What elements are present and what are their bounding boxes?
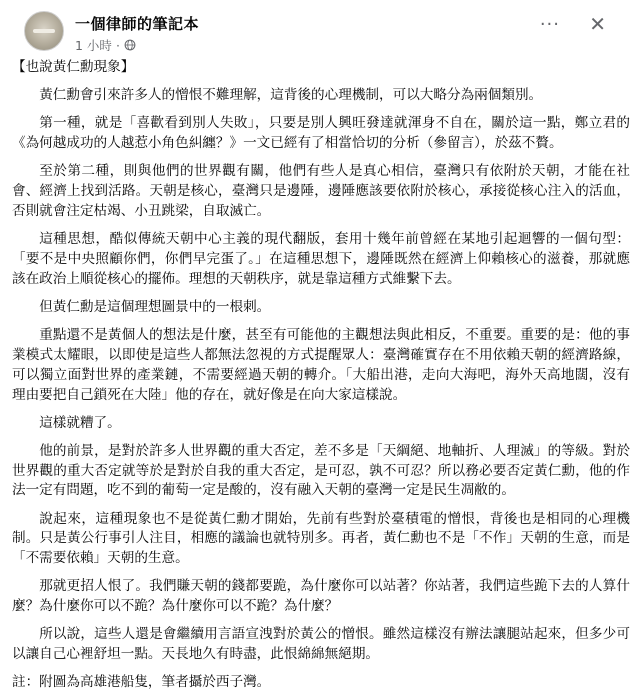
paragraph: 這樣就糟了。 xyxy=(39,414,121,431)
paragraph: 黃仁勳會引來許多人的憎恨不難理解，這背後的心理機制，可以大略分為兩個類別。 xyxy=(39,87,543,104)
post-body xyxy=(12,58,630,693)
post-meta xyxy=(75,36,136,54)
page-avatar[interactable] xyxy=(24,11,64,51)
paragraph: 至於第二種，則與他們的世界觀有關，他們有些人是真心相信，臺灣只有依附於天朝，才能在社會、經濟上找到活路。天朝是核心，臺灣只是邊陲，邊陲應該要依附於核心，承接從核心注入的活血，否則就會注定枯竭、小丑跳梁，自取滅亡。 xyxy=(12,163,630,219)
post-header xyxy=(12,0,630,58)
post-note: 註：附圖為高雄港船隻，筆者攝於西子灣。 xyxy=(12,674,271,691)
paragraph: 說起來，這種現象也不是從黃仁勳才開始，先前有些對於臺積電的憎恨，背後也是相同的心理機制。只是黃公行事引人注目，相應的議論也就特別多。再者，黃仁勳也不是「不作」天朝的生意，而是「不需要依賴」天朝的生意。 xyxy=(12,510,630,567)
globe-icon xyxy=(124,39,136,51)
meta-separator: · xyxy=(115,37,120,53)
paragraph: 但黃仁勳是這個理想圖景中的一根刺。 xyxy=(39,298,271,315)
post-title: 【也說黃仁勳現象】 xyxy=(12,59,135,75)
paragraph: 重點還不是黃個人的想法是什麼，甚至有可能他的主觀想法與此相反，不重要。重要的是：他的事業模式太耀眼，以即使是這些人都無法忽視的方式提醒眾人：臺灣確實存在不用依賴天朝的經濟路線，可以獨立面對世界的產業鏈，不需要經過天朝的轉介。「大船出港，走向大海吧，海外天高地闊，沒有理由要把自己鎖死在大陸」他的存在，就好像是在向大家這樣說。 xyxy=(12,327,630,403)
paragraph: 所以說，這些人還是會繼續用言語宣洩對於黃公的憎恨。雖然這樣沒有辦法讓腿站起來，但多少可以讓自己心裡舒坦一點。天長地久有時盡，此恨綿綿無絕期。 xyxy=(12,626,630,663)
page-name-link[interactable]: 一個律師的筆記本 xyxy=(75,15,200,33)
paragraph: 那就更招人恨了。我們賺天朝的錢都要跪，為什麼你可以站著？你站著，我們這些跪下去的人算什麼？為什麼你可以不跪？為什麼你可以不跪？為什麼？ xyxy=(12,578,630,615)
paragraph: 第一種，就是「喜歡看到別人失敗」，只要是別人興旺發達就渾身不自在，關於這一點，鄭立君的《為何越成功的人越惹小角色糾纏？》一文已經有了相當恰切的分析（參留言），於茲不贅。 xyxy=(12,115,630,152)
paragraph: 這種思想，酷似傳統天朝中心主義的現代翻版，套用十幾年前曾經在某地引起迴響的一個句型：「要不是中央照顧你們，你們早完蛋了。」在這種思想下，邊陲既然在經濟上仰賴核心的滋養，那就應該在政治上順從核心的擺佈。理想的天朝秩序，就是靠這種方式維繫下去。 xyxy=(12,231,630,287)
paragraph: 他的前景，是對於許多人世界觀的重大否定，差不多是「天綱絕、地軸折、人理滅」的等級。對於世界觀的重大否定就等於是對於自我的重大否定，是可忍，孰不可忍？所以務必要否定黃仁勳，他的作法一定有問題，吃不到的葡萄一定是酸的，沒有融入天朝的臺灣一定是民生凋敝的。 xyxy=(12,442,630,499)
close-icon[interactable]: ✕ xyxy=(589,12,606,36)
post-time[interactable]: 1 小時 xyxy=(75,38,112,53)
more-options-icon[interactable]: ··· xyxy=(539,14,560,35)
